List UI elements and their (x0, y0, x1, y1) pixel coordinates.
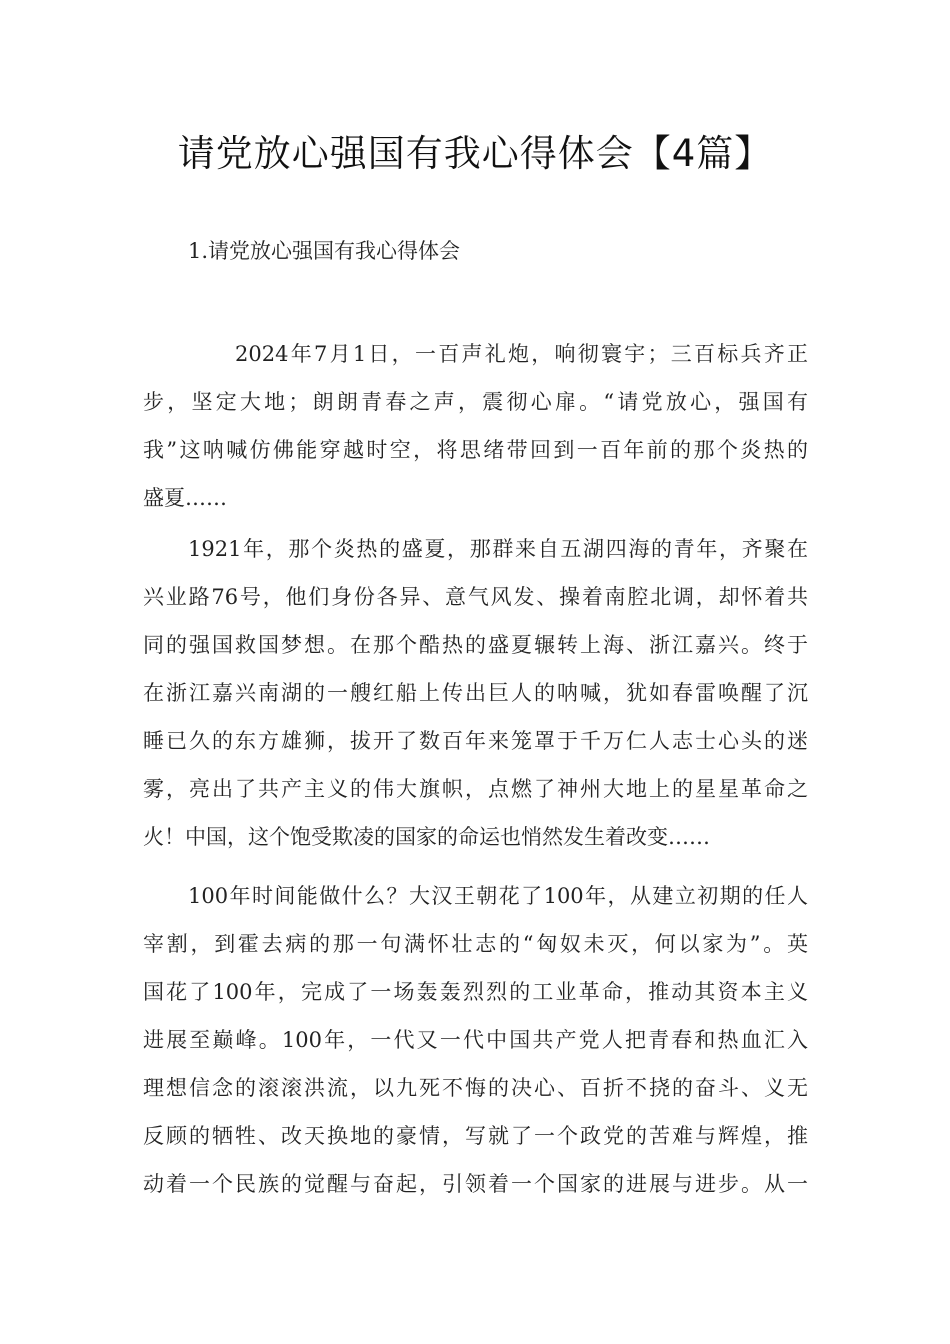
paragraph-3 (143, 872, 808, 1208)
paragraph-line: 步，坚定大地；朗朗青春之声，震彻心扉。“请党放心，强国有 (143, 390, 808, 414)
paragraph-line: 我”这呐喊仿佛能穿越时空，将思绪带回到一百年前的那个炎热的 (143, 438, 808, 462)
paragraph-line: 宰割，到霍去病的那一句满怀壮志的“匈奴未灭，何以家为”。英 (143, 932, 808, 956)
paragraph-line: 2024年7月1日，一百声礼炮，响彻寰宇；三百标兵齐正 (235, 342, 808, 366)
paragraph-line: 动着一个民族的觉醒与奋起，引领着一个国家的进展与进步。从一 (143, 1172, 808, 1196)
paragraph-line: 雾，亮出了共产主义的伟大旗帜，点燃了神州大地上的星星革命之 (143, 777, 808, 801)
paragraph-line: 理想信念的滚滚洪流，以九死不悔的决心、百折不挠的奋斗、义无 (143, 1076, 808, 1100)
paragraph-2 (143, 525, 808, 861)
paragraph-line: 反顾的牺牲、改天换地的豪情，写就了一个政党的苦难与辉煌，推 (143, 1124, 808, 1148)
paragraph-line: 1921年，那个炎热的盛夏，那群来自五湖四海的青年，齐聚在 (188, 537, 808, 561)
paragraph-line: 国花了100年，完成了一场轰轰烈烈的工业革命，推动其资本主义 (143, 980, 808, 1004)
paragraph-line: 在浙江嘉兴南湖的一艘红船上传出巨人的呐喊，犹如春雷唤醒了沉 (143, 681, 808, 705)
paragraph-line: 同的强国救国梦想。在那个酷热的盛夏辗转上海、浙江嘉兴。终于 (143, 633, 808, 657)
paragraph-line: 兴业路76号，他们身份各异、意气风发、操着南腔北调，却怀着共 (143, 585, 808, 609)
paragraph-line: 火！中国，这个饱受欺凌的国家的命运也悄然发生着改变…… (143, 825, 710, 849)
paragraph-line: 进展至巅峰。100年，一代又一代中国共产党人把青春和热血汇入 (143, 1028, 808, 1052)
document-title: 请党放心强国有我心得体会【4篇】 (177, 132, 773, 175)
paragraph-1 (143, 330, 808, 522)
paragraph-line: 100年时间能做什么？大汉王朝花了100年，从建立初期的任人 (188, 884, 808, 908)
section-heading: 1.请党放心强国有我心得体会 (188, 239, 461, 263)
paragraph-line: 睡已久的东方雄狮，拔开了数百年来笼罩于千万仁人志士心头的迷 (143, 729, 808, 753)
paragraph-line: 盛夏…… (143, 486, 227, 510)
